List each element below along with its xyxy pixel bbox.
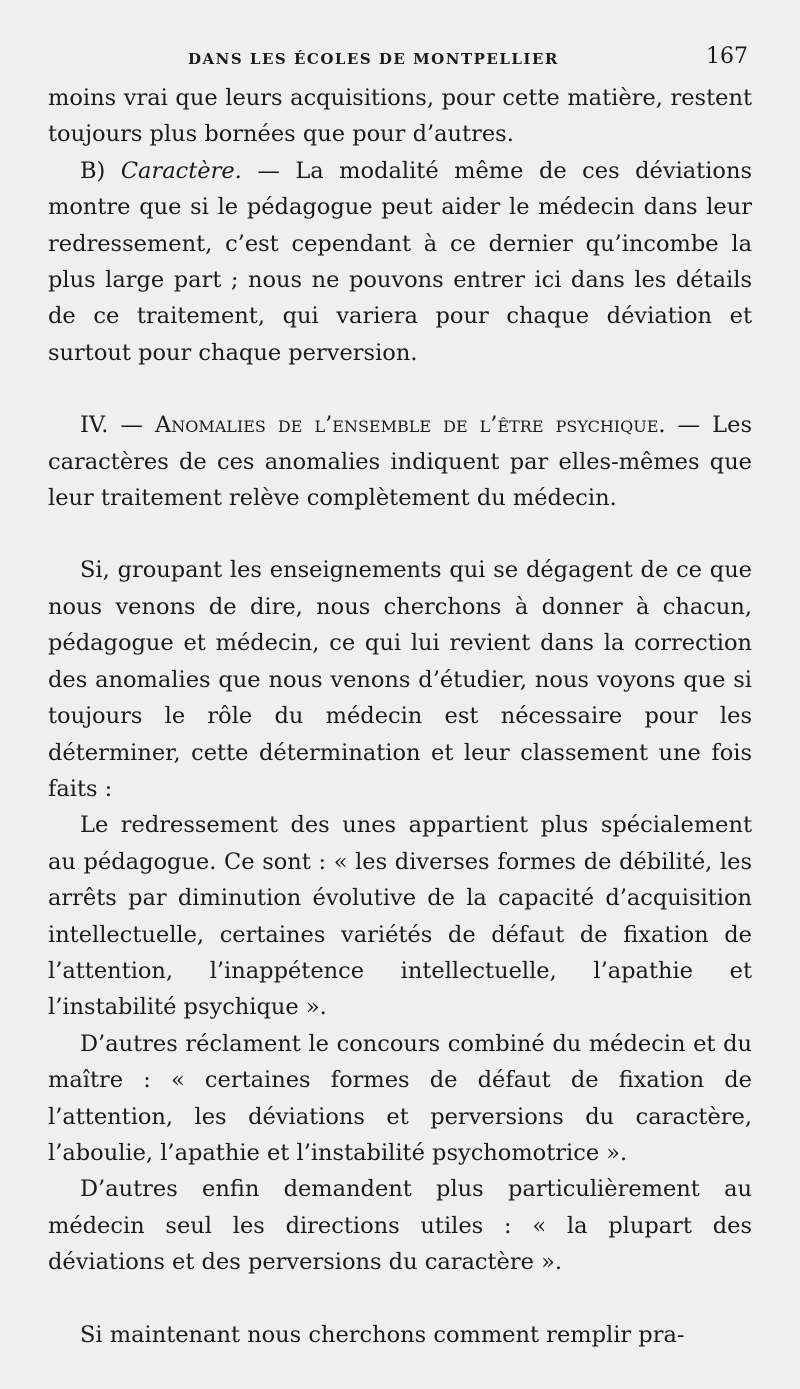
paragraph-next: Si maintenant nous cherchons comment remplir pra-: [80, 1321, 685, 1348]
page-header: [48, 44, 748, 74]
paragraph-section-iv: [48, 407, 752, 516]
page-number: 167: [706, 44, 748, 69]
section-marker: B): [80, 157, 121, 184]
paragraph-pedagogue: Le redressement des unes appartient plus spécialement au pédagogue. Ce sont : « les diverses formes de débilité, les arrêts par diminution évolutive de la capacité d’acquisition intellectuelle, certaines variétés de défaut de fixation de l’attention, l’inappétence intellectuelle, l’apathie et l’instabilité psychique ».: [48, 812, 752, 1021]
paragraph-text: — Les caractères de ces anomalies indiquent par elles-mêmes que leur traitement relève complètement du médecin.: [48, 412, 752, 512]
paragraph-combined: D’autres réclament le concours combiné du médecin et du maître : « certaines formes de défaut de fixation de l’attention, les déviations et perversions du caractère, l’aboulie, l’apathie et l’instabilité psychomotrice ».: [48, 1030, 752, 1166]
page-body: [48, 80, 752, 1353]
paragraph-summary: Si, groupant les enseignements qui se dégagent de ce que nous venons de dire, nous cherchons à donner à chacun, pédagogue et médecin, ce qui lui revient dans la correction des anomalies que nous venons d’étudier, nous voyons que si toujours le rôle du médecin est nécessaire pour les déterminer, cette détermination et leur classement une fois faits :: [48, 557, 752, 802]
paragraph-medecin: D’autres enfin demandent plus particulièrement au médecin seul les directions utiles : « la plupart des déviations et des perversions du caractère ».: [48, 1176, 752, 1276]
paragraph-caractere: [48, 153, 752, 371]
paragraph-text: — La modalité même de ces déviations montre que si le pédagogue peut aider le médecin dans leur redressement, c’est cependant à ce dernier qu’incombe la plus large part ; nous ne pouvons entrer ici dans les détails de ce traitement, qui variera pour chaque déviation et surtout pour chaque perversion.: [48, 157, 753, 366]
running-title: DANS LES ÉCOLES DE MONTPELLIER: [188, 50, 559, 68]
section-label: Caractère.: [120, 157, 242, 184]
section-title: Anomalies de l’ensemble de l’être psychique.: [154, 412, 666, 439]
section-number: IV. —: [80, 412, 155, 439]
paragraph-continuation: moins vrai que leurs acquisitions, pour cette matière, restent toujours plus bornées que pour d’autres.: [48, 85, 752, 148]
